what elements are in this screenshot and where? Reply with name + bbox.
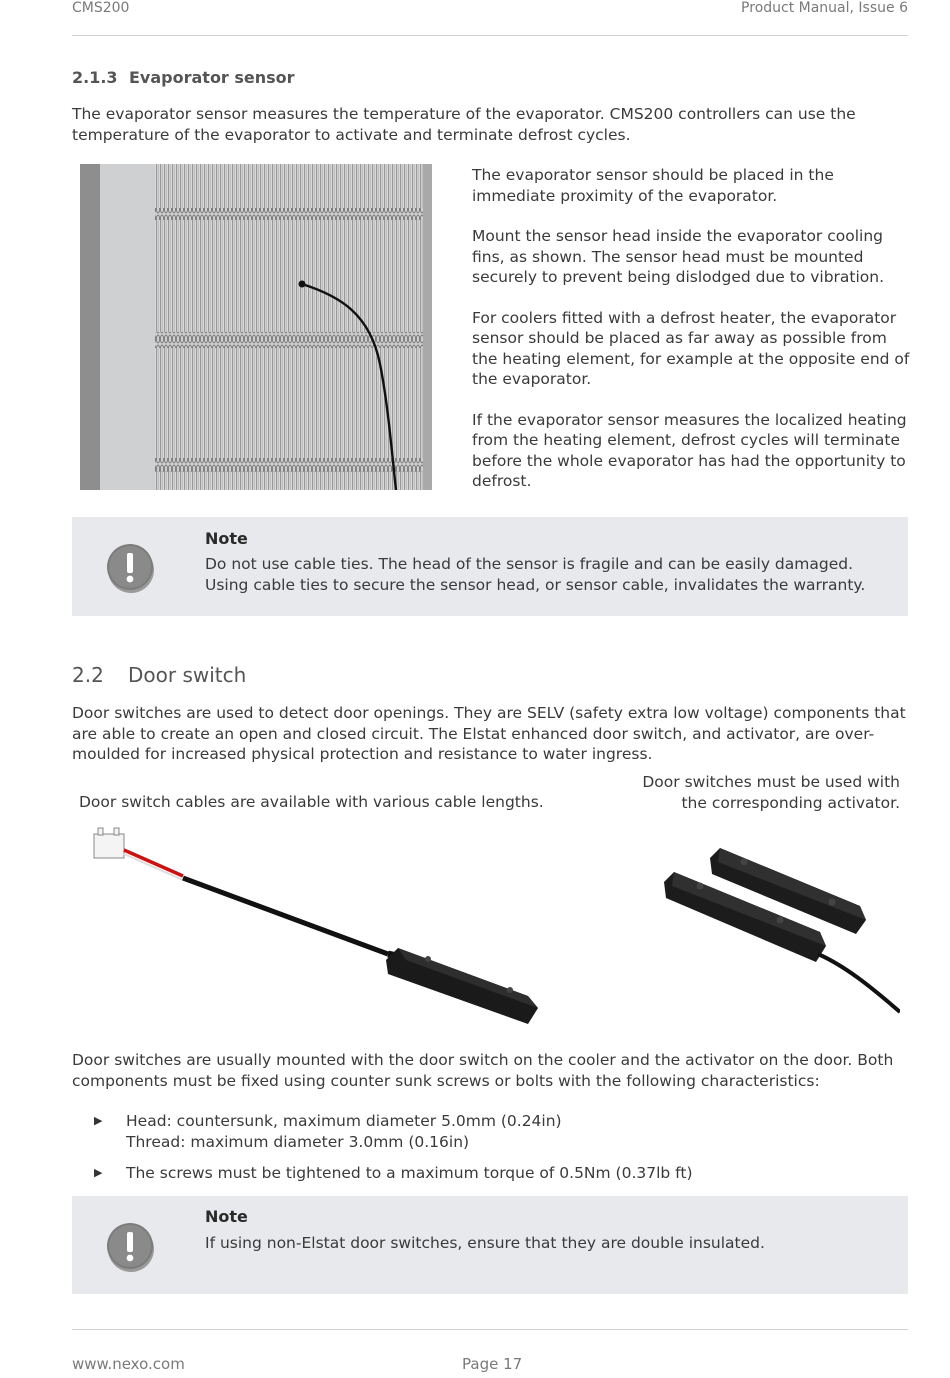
note-title: Note — [205, 1207, 248, 1226]
evaporator-guidance — [472, 165, 912, 492]
warning-icon — [106, 543, 156, 593]
cable-length-caption: Door switch cables are available with various cable lengths. — [79, 793, 544, 811]
mounting-instructions: Door switches are usually mounted with the door switch on the cooler and the activator on the door. Both components must be fixed using counter sunk screws or bolts with the following characteristics: — [72, 1051, 894, 1090]
note-cable-ties — [72, 517, 908, 616]
header-manual-issue: Product Manual, Issue 6 — [741, 0, 908, 16]
note-text: Do not use cable ties. The head of the sensor is fragile and can be easily damaged. Using cable ties to secure the sensor head, or sensor cable, invalidates the warranty. — [205, 555, 866, 594]
section-number: 2.1.3 — [72, 68, 118, 87]
footer-page-number: Page 17 — [462, 1355, 523, 1373]
bullet-triangle-icon: ▶ — [94, 1114, 103, 1127]
footer-divider — [72, 1329, 908, 1330]
evaporator-image — [80, 164, 432, 490]
section-title: Evaporator sensor — [129, 68, 295, 87]
mounting-paragraph: Mount the sensor head inside the evaporator cooling fins, as shown. The sensor head must be mounted securely to prevent being dislodged due to vibration. — [472, 227, 885, 286]
door-switch-activator-image — [660, 836, 900, 1020]
list-item — [72, 1163, 908, 1187]
section-heading-door-switch — [72, 663, 246, 687]
note-title: Note — [205, 529, 248, 548]
note-text: If using non-Elstat door switches, ensure that they are double insulated. — [205, 1234, 765, 1252]
section-title: Door switch — [128, 663, 247, 687]
placement-paragraph: The evaporator sensor should be placed in the immediate proximity of the evaporator. — [472, 166, 834, 205]
activator-caption: Door switches must be used with the corresponding activator. — [642, 773, 900, 812]
header-product: CMS200 — [72, 0, 130, 16]
defrost-heater-paragraph: For coolers fitted with a defrost heater, the evaporator sensor should be placed as far away as possible from the heating element, for example at the opposite end of the evaporator. — [472, 308, 910, 388]
list-item-line: Thread: maximum diameter 3.0mm (0.16in) — [126, 1132, 470, 1151]
list-item-line: The screws must be tightened to a maximum torque of 0.5Nm (0.37lb ft) — [126, 1164, 693, 1182]
door-switch-cable-image — [88, 826, 548, 1026]
footer-website-link[interactable]: www.nexo.com — [72, 1355, 185, 1373]
section-number: 2.2 — [72, 663, 104, 687]
note-insulation — [72, 1196, 908, 1294]
list-item — [72, 1111, 908, 1163]
section-heading-evaporator-sensor — [72, 68, 295, 87]
header-divider — [72, 35, 908, 36]
evaporator-intro: The evaporator sensor measures the temperature of the evaporator. CMS200 controllers can use the temperature of the evaporator to activate and terminate defrost cycles. — [72, 105, 856, 144]
list-item-line: Head: countersunk, maximum diameter 5.0mm (0.24in) — [126, 1112, 562, 1130]
door-switch-intro: Door switches are used to detect door openings. They are SELV (safety extra low voltage) components that are able to create an open and closed circuit. The Elstat enhanced door switch, and activator, are over-moulded for increased physical protection and resistance to water ingress. — [72, 704, 906, 763]
warning-icon — [106, 1222, 156, 1272]
bullet-triangle-icon: ▶ — [94, 1166, 103, 1179]
localized-heating-paragraph: If the evaporator sensor measures the localized heating from the heating element, defrost cycles will terminate before the whole evaporator has had the opportunity to defrost. — [472, 410, 907, 490]
screw-requirements-list — [72, 1111, 908, 1187]
